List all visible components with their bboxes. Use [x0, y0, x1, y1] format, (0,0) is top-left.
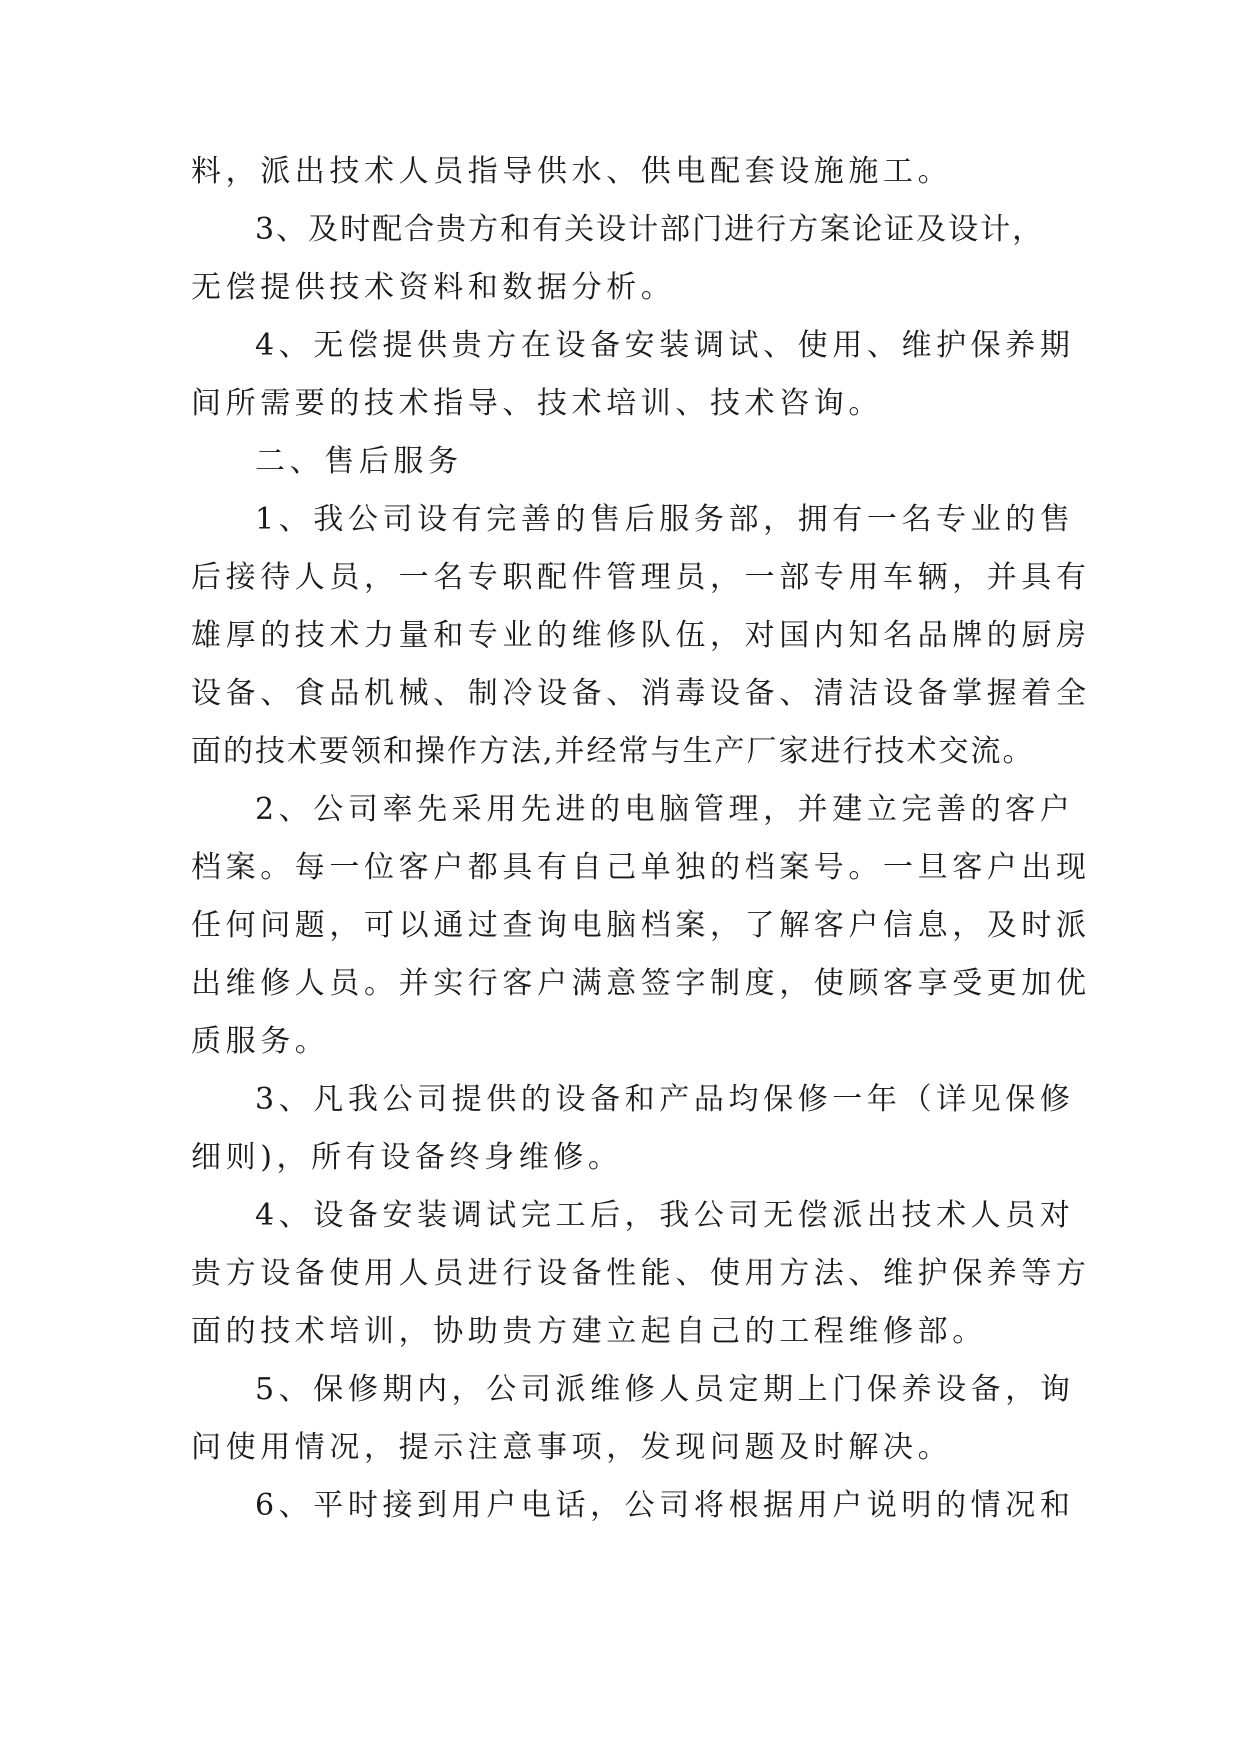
text-line: 任何问题，可以通过查询电脑档案，了解客户信息，及时派: [191, 908, 1091, 943]
text-line: 3、及时配合贵方和有关设计部门进行方案论证及设计，: [255, 212, 1045, 247]
text-line: 2、公司率先采用先进的电脑管理，并建立完善的客户: [255, 792, 1075, 827]
text-line: 设备、食品机械、制冷设备、消毒设备、清洁设备掌握着全: [191, 676, 1091, 711]
text-line: 间所需要的技术指导、技术培训、技术咨询。: [191, 386, 883, 421]
text-line: 6、平时接到用户电话，公司将根据用户说明的情况和: [255, 1488, 1075, 1523]
text-line: 3、凡我公司提供的设备和产品均保修一年（详见保修: [255, 1082, 1075, 1117]
text-line: 4、无偿提供贵方在设备安装调试、使用、维护保养期: [255, 328, 1075, 363]
text-line: 后接待人员，一名专职配件管理员，一部专用车辆，并具有: [191, 560, 1091, 595]
text-line: 1、我公司设有完善的售后服务部，拥有一名专业的售: [255, 502, 1075, 537]
text-line: 出维修人员。并实行客户满意签字制度，使顾客享受更加优: [191, 966, 1091, 1001]
text-line: 无偿提供技术资料和数据分析。: [191, 270, 676, 305]
text-line: 问使用情况，提示注意事项，发现问题及时解决。: [191, 1430, 953, 1465]
text-line: 质服务。: [191, 1024, 330, 1059]
text-line: 档案。每一位客户都具有自己单独的档案号。一旦客户出现: [191, 850, 1091, 885]
text-line: 面的技术培训，协助贵方建立起自己的工程维修部。: [191, 1314, 987, 1349]
text-line: 雄厚的技术力量和专业的维修队伍，对国内知名品牌的厨房: [191, 618, 1091, 653]
text-line: 细则)，所有设备终身维修。: [191, 1140, 623, 1175]
text-line: 5、保修期内，公司派维修人员定期上门保养设备，询: [255, 1372, 1075, 1407]
text-line: 4、设备安装调试完工后，我公司无偿派出技术人员对: [255, 1198, 1075, 1233]
section-heading: 二、售后服务: [255, 444, 463, 479]
text-line: 料，派出技术人员指导供水、供电配套设施施工。: [191, 154, 953, 189]
text-line: 贵方设备使用人员进行设备性能、使用方法、维护保养等方: [191, 1256, 1091, 1291]
text-line: 面的技术要领和操作方法,并经常与生产厂家进行技术交流。: [191, 734, 1035, 769]
